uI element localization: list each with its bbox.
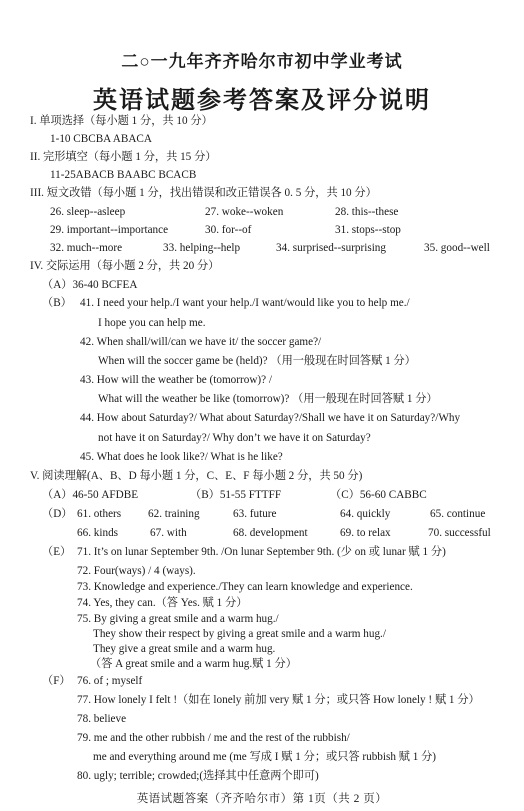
section-heading: III. 短文改错（每小题 1 分，找出错误和改正错误各 0. 5 分，共 10 分）: [30, 187, 377, 199]
sub-label: （D）: [42, 508, 73, 520]
answer-item: 35. good--well: [424, 242, 490, 254]
answer-line: 45. What does he look like?/ What is he like?: [80, 451, 283, 463]
answer-line: They give a great smile and a warm hug.: [93, 643, 276, 655]
answer-line: 43. How will the weather be (tomorrow)? /: [80, 374, 272, 386]
answer-item: 63. future: [233, 508, 277, 520]
sub-label: （B）: [42, 297, 72, 309]
answer-line: 11-25ABACB BAABC BCACB: [50, 169, 197, 181]
answer-line: not have it on Saturday?/ Why don’t we have it on Saturday?: [98, 432, 371, 444]
answer-line: They show their respect by giving a great smile and a warm hug./: [93, 628, 386, 640]
answer-line: When will the soccer game be (held)? （用一般现在时回答赋 1 分）: [98, 355, 416, 367]
answer-line: 41. I need your help./I want your help./I want/would like you to help me./: [80, 297, 410, 309]
answer-line: （C）56-60 CABBC: [330, 489, 427, 501]
section-heading: IV. 交际运用（每小题 2 分，共 20 分）: [30, 260, 220, 272]
answer-item: 33. helping--help: [163, 242, 241, 254]
answer-line: 42. When shall/will/can we have it/ the soccer game?/: [80, 336, 322, 348]
answer-item: 31. stops--stop: [335, 224, 401, 236]
answer-item: 64. quickly: [340, 508, 391, 520]
answer-item: 65. continue: [430, 508, 486, 520]
answer-item: 70. successful: [428, 527, 491, 539]
answer-line: 79. me and the other rubbish / me and the rest of the rubbish/: [77, 732, 350, 744]
answer-item: 26. sleep--asleep: [50, 206, 126, 218]
answer-line: 77. How lonely I felt !（如在 lonely 前加 very 赋 1 分；或只答 How lonely ! 赋 1 分）: [77, 694, 480, 706]
answer-item: 66. kinds: [77, 527, 119, 539]
answer-line: （A）36-40 BCFEA: [42, 279, 138, 291]
answer-item: 28. this--these: [335, 206, 399, 218]
answer-line: 75. By giving a great smile and a warm hug./: [77, 613, 279, 625]
page-subtitle: 英语试题参考答案及评分说明: [93, 88, 431, 114]
answer-item: 62. training: [148, 508, 200, 520]
answer-item: 34. surprised--surprising: [276, 242, 386, 254]
answer-item: 27. woke--woken: [205, 206, 284, 218]
answer-line: I hope you can help me.: [98, 317, 206, 329]
answer-line: （A）46-50 AFDBE: [42, 489, 139, 501]
answer-line: 78. believe: [77, 713, 127, 725]
answer-item: 29. important--importance: [50, 224, 169, 236]
answer-line: （B）51-55 FTTFF: [190, 489, 282, 501]
answer-line: 1-10 CBCBA ABACA: [50, 133, 152, 145]
answer-item: 69. to relax: [340, 527, 391, 539]
answer-item: 30. for--of: [205, 224, 252, 236]
answer-line: What will the weather be like (tomorrow)? （用一般现在时回答赋 1 分）: [98, 393, 438, 405]
answer-line: 73. Knowledge and experience./They can learn knowledge and experience.: [77, 581, 413, 593]
section-heading: V. 阅读理解(A、B、D 每小题 1 分，C、E、F 每小题 2 分，共 50 分): [30, 470, 363, 482]
answer-item: 61. others: [77, 508, 122, 520]
answer-line: 72. Four(ways) / 4 (ways).: [77, 565, 196, 577]
answer-item: 67. with: [150, 527, 187, 539]
sub-label: （E）: [42, 546, 72, 558]
answer-line: me and everything around me (me 写成 I 赋 1 分；或只答 rubbish 赋 1 分): [93, 751, 437, 763]
answer-line: 80. ugly; terrible; crowded;(选择其中任意两个即可): [77, 770, 319, 782]
answer-line: 76. of ; myself: [77, 675, 143, 687]
answer-line: 44. How about Saturday?/ What about Saturday?/Shall we have it on Saturday?/Why: [80, 412, 461, 424]
answer-item: 32. much--more: [50, 242, 123, 254]
page-footer: 英语试题答案（齐齐哈尔市）第 1页（共 2 页）: [136, 793, 388, 805]
page-title: 二○一九年齐齐哈尔市初中学业考试: [121, 52, 403, 71]
answer-item: 68. development: [233, 527, 308, 539]
sub-label: （F）: [42, 675, 71, 687]
answer-line: 71. It’s on lunar September 9th. /On lunar September 9th. (少 on 或 lunar 赋 1 分): [77, 546, 446, 558]
answer-line: （答 A great smile and a warm hug.赋 1 分）: [90, 658, 297, 670]
section-heading: II. 完形填空（每小题 1 分，共 15 分）: [30, 151, 217, 163]
section-heading: I. 单项选择（每小题 1 分，共 10 分）: [30, 115, 213, 127]
answer-line: 74. Yes, they can.（答 Yes. 赋 1 分）: [77, 597, 248, 609]
